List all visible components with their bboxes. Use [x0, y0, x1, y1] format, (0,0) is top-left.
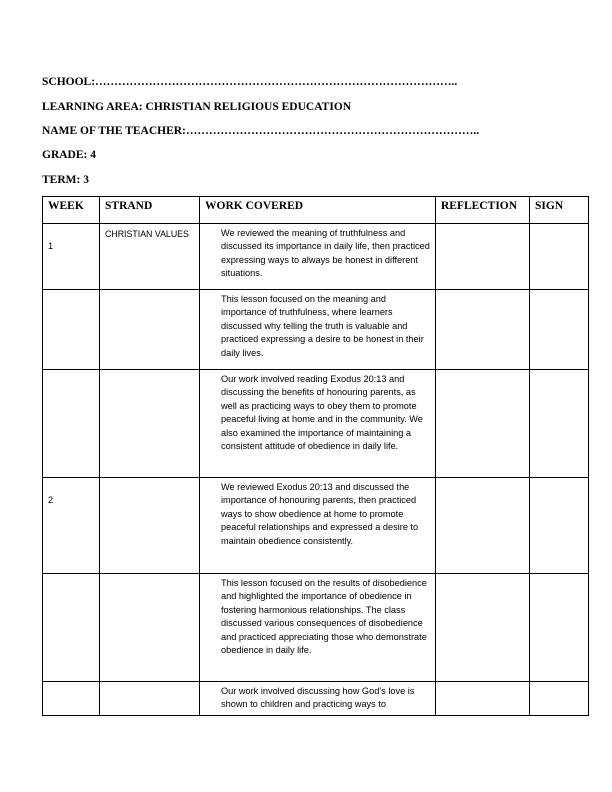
sign-cell[interactable]	[530, 574, 589, 682]
work-covered-cell	[200, 370, 436, 478]
table-header-row	[43, 197, 589, 224]
week-value: 1	[48, 241, 54, 251]
column-header-week: WEEK	[43, 197, 100, 224]
strand-value	[100, 478, 199, 482]
week-value	[43, 574, 99, 590]
work-covered-cell	[200, 224, 436, 290]
week-cell	[43, 574, 100, 682]
work-covered-cell	[200, 290, 436, 370]
reflection-cell[interactable]	[436, 370, 530, 478]
school-line: SCHOOL:…………………………………………………………………………………..	[42, 76, 458, 88]
learning-area-line: LEARNING AREA: CHRISTIAN RELIGIOUS EDUCATION	[42, 101, 352, 113]
strand-value	[100, 574, 199, 578]
column-header-work-covered: WORK COVERED	[200, 197, 436, 224]
table-row	[43, 682, 589, 716]
column-header-reflection: REFLECTION	[436, 197, 530, 224]
strand-cell	[100, 478, 200, 574]
table-row	[43, 290, 589, 370]
reflection-cell[interactable]	[436, 574, 530, 682]
work-covered-text: We reviewed Exodus 20:13 and discussed the importance of honouring parents, then practiced ways to show obedience at home to promote peaceful relationships and expressed a desire to maintain obedience consistently.	[221, 482, 419, 546]
work-covered-cell	[200, 478, 436, 574]
teacher-name-line: NAME OF THE TEACHER:…………………………………………………………………..	[42, 125, 480, 137]
strand-cell	[100, 370, 200, 478]
week-value	[43, 290, 99, 306]
reflection-cell[interactable]	[436, 224, 530, 290]
strand-value	[100, 682, 199, 686]
week-cell	[43, 290, 100, 370]
strand-value: CHRISTIAN VALUES	[105, 229, 189, 239]
work-covered-text: This lesson focused on the results of disobedience and highlighted the importance of obedience in fostering harmonious relationships. The class discussed various consequences of disobedience and practiced appreciating those who demonstrate obedience in daily life.	[221, 578, 427, 656]
work-covered-text: Our work involved discussing how God’s love is shown to children and practicing ways to	[221, 686, 415, 710]
column-header-sign: SIGN	[530, 197, 589, 224]
term-line: TERM: 3	[42, 174, 89, 186]
week-cell	[43, 224, 100, 290]
sign-cell[interactable]	[530, 682, 589, 716]
sign-cell[interactable]	[530, 478, 589, 574]
week-value: 2	[48, 495, 54, 505]
column-header-strand: STRAND	[100, 197, 200, 224]
work-covered-cell	[200, 574, 436, 682]
work-covered-table	[42, 196, 589, 716]
reflection-cell[interactable]	[436, 478, 530, 574]
week-value	[43, 370, 99, 386]
strand-value	[100, 290, 199, 294]
table-row	[43, 478, 589, 574]
week-value	[43, 682, 99, 698]
grade-line: GRADE: 4	[42, 149, 96, 161]
week-cell	[43, 370, 100, 478]
reflection-cell[interactable]	[436, 290, 530, 370]
work-covered-text: This lesson focused on the meaning and importance of truthfulness, where learners discussed why telling the truth is valuable and practiced expressing a desire to be honest in their daily lives.	[221, 294, 424, 358]
strand-cell	[100, 574, 200, 682]
table-row	[43, 370, 589, 478]
work-covered-cell	[200, 682, 436, 716]
sign-cell[interactable]	[530, 290, 589, 370]
strand-cell	[100, 290, 200, 370]
table-row	[43, 574, 589, 682]
reflection-cell[interactable]	[436, 682, 530, 716]
strand-cell	[100, 682, 200, 716]
sign-cell[interactable]	[530, 370, 589, 478]
week-cell	[43, 478, 100, 574]
strand-value	[100, 370, 199, 374]
strand-cell	[100, 224, 200, 290]
work-covered-text: We reviewed the meaning of truthfulness and discussed its importance in daily life, then practiced expressing ways to always be honest in different situations.	[221, 228, 430, 279]
work-covered-text: Our work involved reading Exodus 20:13 and discussing the benefits of honouring parents, as well as practicing ways to obey them to promote peaceful living at home and in the community. We also examined the importance of maintaining a consistent attitude of obedience in daily life.	[221, 374, 423, 452]
table-row	[43, 224, 589, 290]
week-cell	[43, 682, 100, 716]
sign-cell[interactable]	[530, 224, 589, 290]
